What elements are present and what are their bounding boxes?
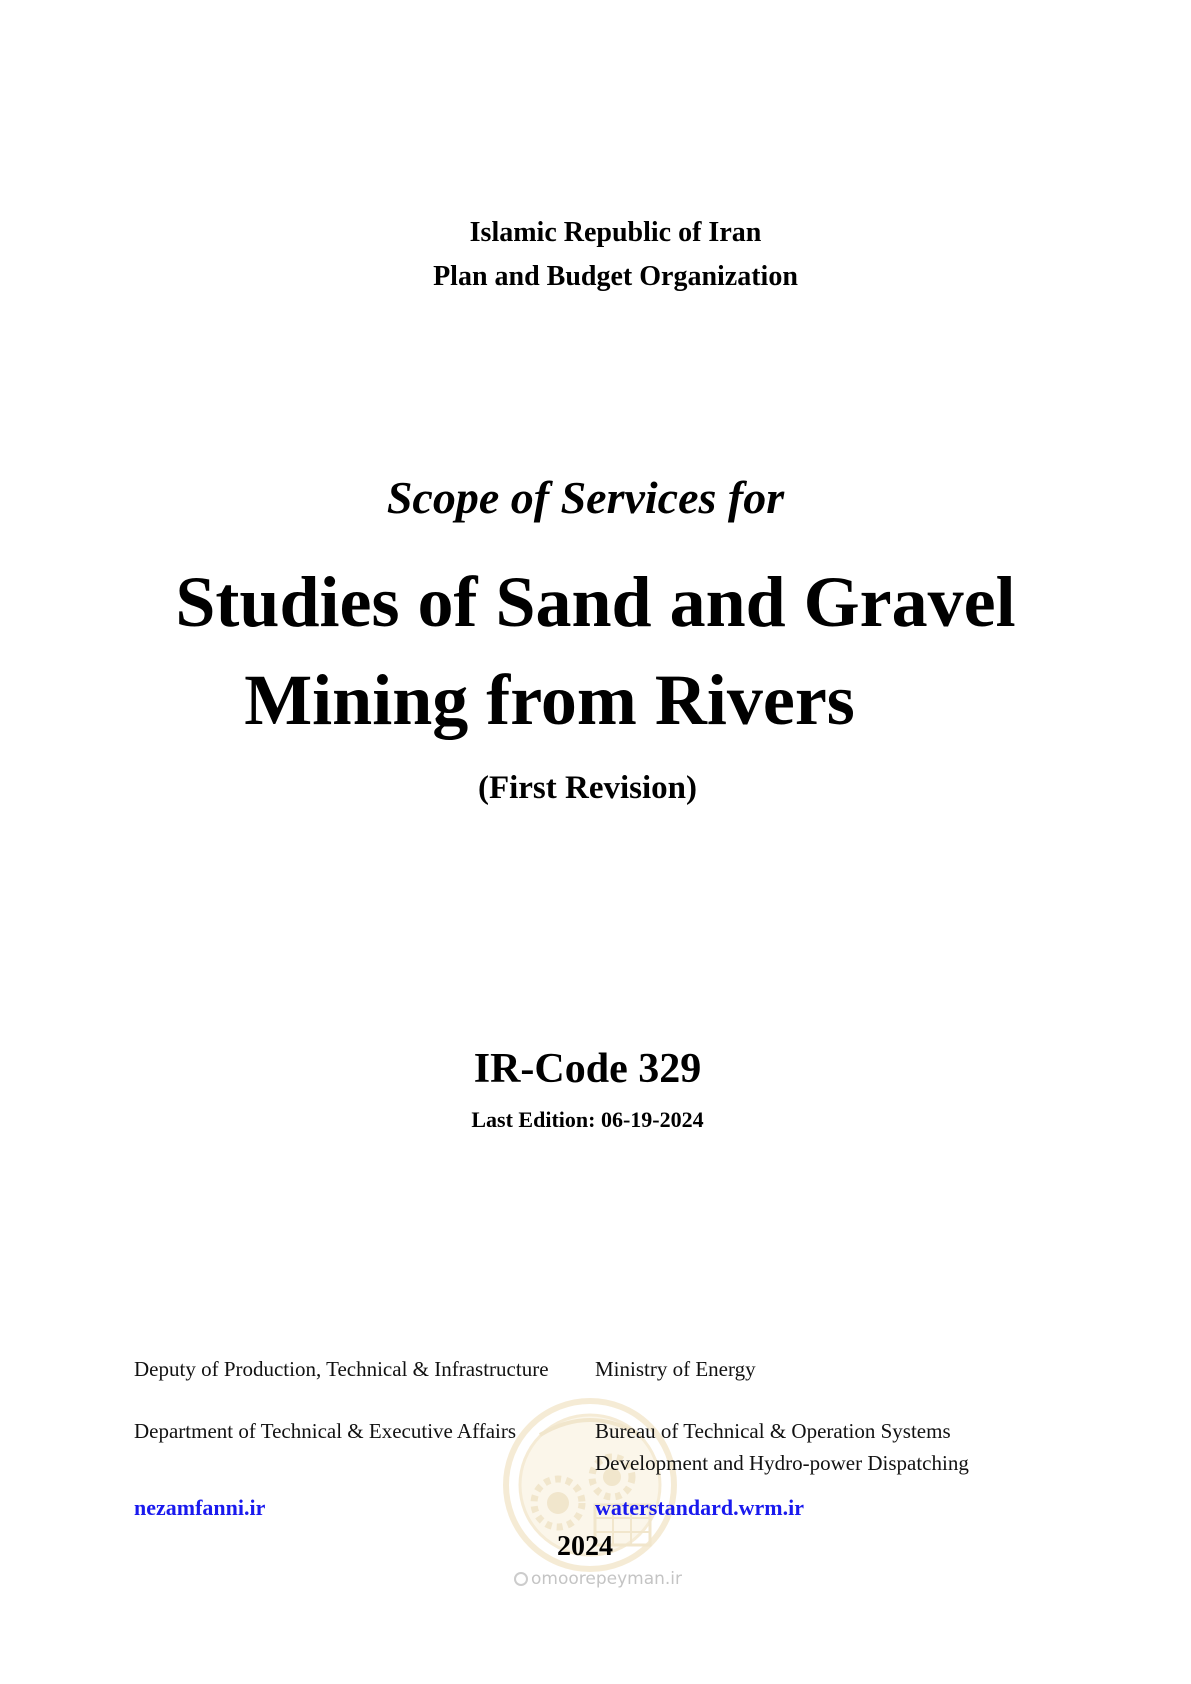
footer-bureau-line-1: Bureau of Technical & Operation Systems [595,1419,951,1443]
revision-label: (First Revision) [477,770,698,806]
last-edition-date: Last Edition: 06-19-2024 [471,1107,704,1132]
organization-name: Plan and Budget Organization [433,261,798,292]
footer-deputy: Deputy of Production, Technical & Infrastructure [134,1357,549,1381]
footer-department: Department of Technical & Executive Affairs [134,1419,517,1443]
document-code: IR-Code 329 [473,1046,702,1092]
waterstandard-link[interactable]: waterstandard.wrm.ir [595,1495,804,1520]
at-sign-icon [514,1572,528,1586]
document-title-line-1: Studies of Sand and Gravel [175,562,1016,642]
watermark-handle [514,1568,682,1590]
country-name: Islamic Republic of Iran [469,217,762,248]
document-subtitle: Scope of Services for [386,472,785,523]
document-title-line-2: Mining from Rivers [244,660,855,740]
footer-ministry: Ministry of Energy [595,1357,756,1381]
watermark-handle-text: omoorepeyman.ir [531,1569,683,1589]
footer-bureau-line-2: Development and Hydro-power Dispatching [595,1451,969,1475]
nezamfanni-link[interactable]: nezamfanni.ir [134,1495,266,1520]
publication-year: 2024 [557,1531,613,1562]
